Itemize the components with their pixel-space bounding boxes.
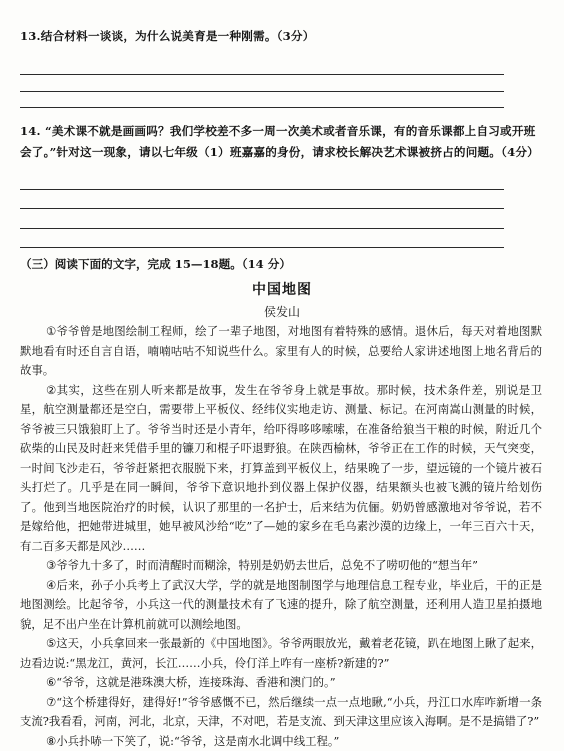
question-14 <box>20 121 546 163</box>
article-title: 中国地图 <box>0 279 564 299</box>
paragraph-text: “爷爷，这就是港珠澳大桥，连接珠海、香港和澳门的。” <box>56 675 335 689</box>
paragraph-5 <box>20 634 542 673</box>
paragraph-number: ⑥ <box>46 673 56 693</box>
paragraph-1 <box>20 322 542 381</box>
paragraph-text: 爷爷九十多了，时而清醒时而糊涂，特别是奶奶去世后，总免不了唠叨他的“想当年” <box>56 558 478 572</box>
paragraph-number: ⑦ <box>46 693 56 713</box>
answer-line <box>20 247 504 248</box>
paragraph-text: 后来，孙子小兵考上了武汉大学，学的就是地图制图学与地理信息工程专业，毕业后，干的正是地图测绘。比起爷爷，小兵这一代的测量技术有了飞速的提升，除了航空测量，还利用人造卫星拍摄地貌，足不出户坐在计算机前就可以测绘地图。 <box>20 578 542 631</box>
article-body <box>20 322 542 751</box>
answer-line <box>20 74 504 75</box>
answer-line <box>20 189 504 190</box>
paragraph-3 <box>20 556 542 576</box>
paragraph-number: ⑧ <box>46 732 56 751</box>
section-heading: （三）阅读下面的文字，完成 15—18题。（14 分） <box>20 256 291 272</box>
paragraph-4 <box>20 576 542 635</box>
answer-line <box>20 228 504 229</box>
paragraph-text: 这天，小兵拿回来一张最新的《中国地图》。爷爷两眼放光，戴着老花镜，趴在地图上瞅了起来，边看边说:“黑龙江，黄河，长江……小兵，伶仃洋上咋有一座桥?新建的?” <box>20 636 542 670</box>
question-13-text: 13.结合材料一谈谈，为什么说美育是一种刚需。（3分） <box>20 29 315 43</box>
paragraph-number: ⑤ <box>46 634 56 654</box>
paragraph-number: ① <box>46 322 56 342</box>
answer-line <box>20 107 504 108</box>
question-14-text: 14. “美术课不就是画画吗？我们学校差不多一周一次美术或者音乐课，有的音乐课都上自习或开班会了。”针对这一现象，请以七年级（1）班嘉嘉的身份，请求校长解决艺术课被挤占的问题。（4分） <box>20 124 539 159</box>
answer-line <box>20 91 504 92</box>
paragraph-text: “这个桥建得好，建得好!”爷爷感慨不已，然后继续一点一点地瞅,“小兵，丹江口水库咋新增一条支流?我看看，河南，河北，北京，天津，不对吧，若是支流、到天津这里应该入海啊。是不是搞错了?” <box>20 695 542 729</box>
paragraph-text: 小兵扑哧一下笑了，说:“爷爷，这是南水北调中线工程。” <box>56 734 339 748</box>
answer-line <box>20 208 504 209</box>
paragraph-8 <box>20 732 542 751</box>
paragraph-number: ③ <box>46 556 56 576</box>
paragraph-7 <box>20 693 542 732</box>
paragraph-6 <box>20 673 542 693</box>
paragraph-text: 爷爷曾是地图绘制工程师，绘了一辈子地图，对地图有着特殊的感情。退休后，每天对着地图默默地看有时还自言自语，喃喃咕咕不知说些什么。家里有人的时候，总要给人家讲述地图上地名背后的故事。 <box>20 324 542 377</box>
paragraph-text: 其实，这些在别人听来都是故事，发生在爷爷身上就是事故。那时候，技术条件差，别说是卫星，航空测量都还是空白，需要带上平板仪、经纬仪实地走访、测量、标记。在河南嵩山测量的时候，爷爷被三只饿狼盯上了。爷爷当时还是小青年，给吓得哆哆嗦嗦，在准备给狼当干粮的时候，附近几个砍柴的山民及时赶来凭借手里的镰刀和棍子吓退野狼。在陕西榆林，爷爷正在工作的时候，天气突变，一时间飞沙走石，爷爷赶紧把衣服脱下来，打算盖到平板仪上，结果晚了一步，望远镜的一个镜片被石头打烂了。几乎是在同一瞬间，爷爷下意识地扑到仪器上保护仪器，结果额头也被飞溅的镜片给划伤了。他到当地医院治疗的时候，认识了那里的一名护士，后来结为伉俪。奶奶曾感激地对爷爷说，若不是嫁给他，把她带进城里，她早被风沙给“吃”了—她的家乡在毛乌素沙漠的边缘上，一年三百六十天，有二百多天都是风沙…… <box>20 383 542 553</box>
paragraph-number: ② <box>46 381 56 401</box>
article-author: 侯发山 <box>0 303 564 320</box>
question-13 <box>20 26 546 47</box>
paragraph-number: ④ <box>46 576 56 596</box>
paragraph-2 <box>20 381 542 557</box>
